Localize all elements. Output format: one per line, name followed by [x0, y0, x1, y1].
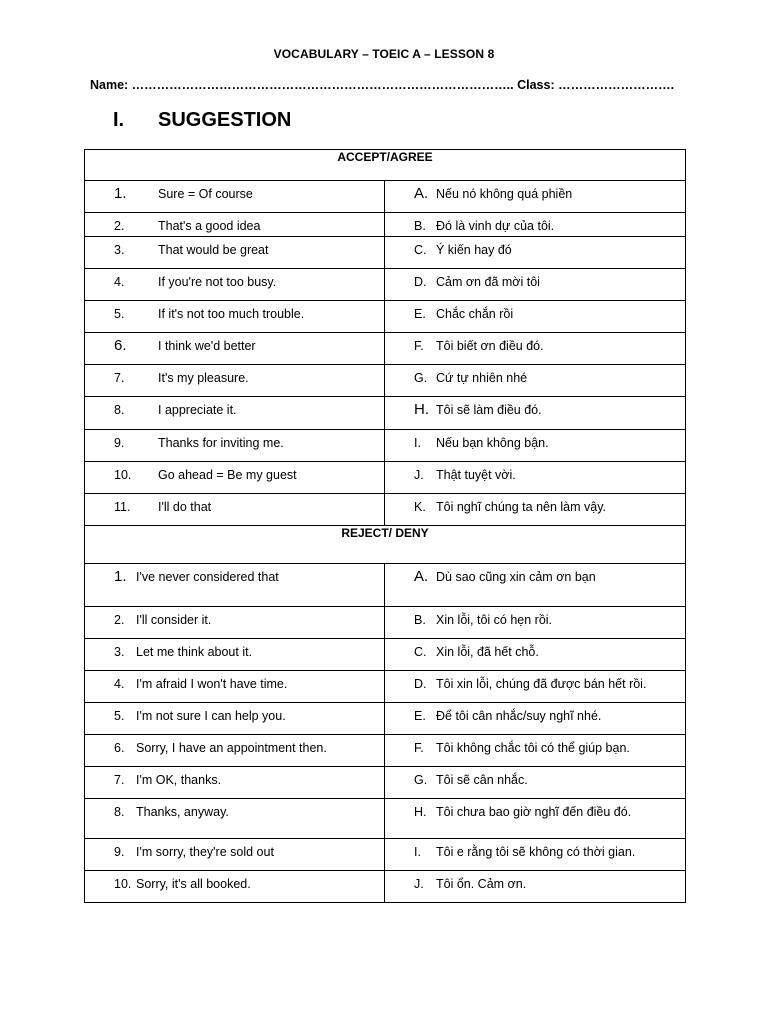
item-letter: J. — [414, 877, 424, 891]
item-letter: H. — [414, 805, 427, 819]
table-row — [85, 703, 686, 735]
table-row — [85, 564, 686, 607]
table-row — [85, 735, 686, 767]
english-phrase-cell — [85, 462, 385, 494]
english-phrase-cell — [85, 799, 385, 839]
item-number: 11. — [114, 500, 131, 514]
meaning-text: Tôi e rằng tôi sẽ không có thời gian. — [436, 845, 636, 859]
vietnamese-meaning-cell — [385, 494, 686, 526]
vietnamese-meaning-cell — [385, 735, 686, 767]
item-letter: B. — [414, 219, 426, 233]
english-phrase-cell — [85, 397, 385, 430]
name-class-line: Name: ……………………………………………………………………………….. Class: ………………………. — [90, 78, 675, 92]
item-number: 2. — [114, 613, 125, 627]
phrase-text: I'm afraid I won't have time. — [136, 677, 288, 691]
vietnamese-meaning-cell — [385, 564, 686, 607]
item-letter: H. — [414, 401, 429, 418]
meaning-text: Dù sao cũng xin cảm ơn bạn — [436, 570, 596, 584]
english-phrase-cell — [85, 767, 385, 799]
item-letter: I. — [414, 436, 421, 450]
meaning-text: Cứ tự nhiên nhé — [436, 371, 528, 385]
meaning-text: Thật tuyệt vời. — [436, 468, 516, 482]
vietnamese-meaning-cell — [385, 871, 686, 903]
english-phrase-cell — [85, 430, 385, 462]
vietnamese-meaning-cell — [385, 181, 686, 213]
meaning-text: Tôi xin lỗi, chúng đã được bán hết rồi. — [436, 677, 647, 691]
vietnamese-meaning-cell — [385, 839, 686, 871]
item-number: 5. — [114, 709, 125, 723]
group-header-cell: REJECT/ DENY — [85, 526, 686, 564]
phrase-text: If it's not too much trouble. — [158, 307, 305, 321]
item-letter: G. — [414, 371, 428, 385]
phrase-text: That's a good idea — [158, 219, 261, 233]
english-phrase-cell — [85, 333, 385, 365]
item-number: 6. — [114, 741, 125, 755]
vietnamese-meaning-cell — [385, 430, 686, 462]
item-number: 3. — [114, 243, 125, 257]
item-letter: E. — [414, 709, 426, 723]
item-letter: D. — [414, 275, 427, 289]
vocabulary-table — [84, 149, 686, 903]
group-header-cell: ACCEPT/AGREE — [85, 150, 686, 181]
document-title: VOCABULARY – TOEIC A – LESSON 8 — [273, 47, 495, 61]
meaning-text: Tôi sẽ làm điều đó. — [436, 403, 542, 417]
item-letter: K. — [414, 500, 426, 514]
item-number: 1. — [114, 185, 127, 202]
phrase-text: Sorry, it's all booked. — [136, 877, 251, 891]
table-row — [85, 301, 686, 333]
table-row — [85, 213, 686, 237]
meaning-text: Ý kiến hay đó — [436, 243, 512, 257]
meaning-text: Nếu bạn không bận. — [436, 436, 549, 450]
english-phrase-cell — [85, 564, 385, 607]
item-number: 4. — [114, 677, 125, 691]
phrase-text: Thanks for inviting me. — [158, 436, 284, 450]
section-title: SUGGESTION — [158, 109, 292, 131]
item-number: 10. — [114, 877, 132, 891]
english-phrase-cell — [85, 839, 385, 871]
item-number: 9. — [114, 845, 125, 859]
english-phrase-cell — [85, 237, 385, 269]
phrase-text: I appreciate it. — [158, 403, 237, 417]
vietnamese-meaning-cell — [385, 301, 686, 333]
english-phrase-cell — [85, 871, 385, 903]
meaning-text: Tôi nghĩ chúng ta nên làm vậy. — [436, 500, 607, 514]
item-number: 1. — [114, 568, 127, 585]
english-phrase-cell — [85, 213, 385, 237]
item-number: 6. — [114, 337, 127, 354]
meaning-text: Tôi biết ơn điều đó. — [436, 339, 544, 353]
phrase-text: That would be great — [158, 243, 269, 257]
meaning-text: Tôi không chắc tôi có thể giúp bạn. — [436, 741, 630, 755]
phrase-text: I've never considered that — [136, 570, 279, 584]
table-row — [85, 767, 686, 799]
vietnamese-meaning-cell — [385, 607, 686, 639]
table-row — [85, 639, 686, 671]
table-row — [85, 871, 686, 903]
meaning-text: Nếu nó không quá phiền — [436, 187, 573, 201]
english-phrase-cell — [85, 607, 385, 639]
english-phrase-cell — [85, 735, 385, 767]
phrase-text: It's my pleasure. — [158, 371, 249, 385]
english-phrase-cell — [85, 671, 385, 703]
table-row — [85, 237, 686, 269]
table-row — [85, 494, 686, 526]
phrase-text: I'll consider it. — [136, 613, 212, 627]
meaning-text: Tôi chưa bao giờ nghĩ đến điều đó. — [436, 805, 632, 819]
table-row — [85, 365, 686, 397]
vietnamese-meaning-cell — [385, 799, 686, 839]
item-letter: G. — [414, 773, 428, 787]
item-letter: E. — [414, 307, 426, 321]
item-number: 3. — [114, 645, 125, 659]
meaning-text: Tôi sẽ cân nhắc. — [436, 773, 528, 787]
item-number: 7. — [114, 371, 125, 385]
english-phrase-cell — [85, 639, 385, 671]
table-row — [85, 607, 686, 639]
meaning-text: Xin lỗi, tôi có hẹn rồi. — [436, 613, 553, 627]
table-row — [85, 671, 686, 703]
english-phrase-cell — [85, 703, 385, 735]
vietnamese-meaning-cell — [385, 671, 686, 703]
item-letter: F. — [414, 339, 424, 353]
item-number: 8. — [114, 805, 125, 819]
item-letter: C. — [414, 243, 427, 257]
vietnamese-meaning-cell — [385, 365, 686, 397]
item-letter: J. — [414, 468, 424, 482]
item-number: 10. — [114, 468, 132, 482]
vietnamese-meaning-cell — [385, 237, 686, 269]
english-phrase-cell — [85, 494, 385, 526]
item-letter: I. — [414, 845, 421, 859]
item-number: 5. — [114, 307, 125, 321]
phrase-text: I'll do that — [158, 500, 212, 514]
item-number: 9. — [114, 436, 125, 450]
table-row — [85, 462, 686, 494]
english-phrase-cell — [85, 301, 385, 333]
phrase-text: I'm OK, thanks. — [136, 773, 222, 787]
phrase-text: Sorry, I have an appointment then. — [136, 741, 327, 755]
item-letter: D. — [414, 677, 427, 691]
english-phrase-cell — [85, 365, 385, 397]
vietnamese-meaning-cell — [385, 269, 686, 301]
item-number: 4. — [114, 275, 125, 289]
english-phrase-cell — [85, 269, 385, 301]
table-row — [85, 181, 686, 213]
vietnamese-meaning-cell — [385, 462, 686, 494]
section-heading — [113, 109, 291, 132]
vietnamese-meaning-cell — [385, 639, 686, 671]
table-row — [85, 397, 686, 430]
meaning-text: Tôi ổn. Cảm ơn. — [436, 877, 527, 891]
item-number: 8. — [114, 403, 125, 417]
item-letter: F. — [414, 741, 424, 755]
item-letter: C. — [414, 645, 427, 659]
meaning-text: Xin lỗi, đã hết chỗ. — [436, 645, 539, 659]
accept-agree-header — [85, 150, 686, 181]
phrase-text: Thanks, anyway. — [136, 805, 229, 819]
table-row — [85, 430, 686, 462]
phrase-text: I think we'd better — [158, 339, 256, 353]
vietnamese-meaning-cell — [385, 333, 686, 365]
item-letter: B. — [414, 613, 426, 627]
table-row — [85, 799, 686, 839]
vietnamese-meaning-cell — [385, 397, 686, 430]
item-letter: A. — [414, 568, 429, 585]
vietnamese-meaning-cell — [385, 213, 686, 237]
item-letter: A. — [414, 185, 429, 202]
english-phrase-cell — [85, 181, 385, 213]
table-row — [85, 839, 686, 871]
meaning-text: Cảm ơn đã mời tôi — [436, 275, 540, 289]
vietnamese-meaning-cell — [385, 703, 686, 735]
reject-deny-header — [85, 526, 686, 564]
item-number: 2. — [114, 219, 125, 233]
phrase-text: Go ahead = Be my guest — [158, 468, 297, 482]
vietnamese-meaning-cell — [385, 767, 686, 799]
phrase-text: Let me think about it. — [136, 645, 253, 659]
phrase-text: Sure = Of course — [158, 187, 253, 201]
phrase-text: I'm sorry, they're sold out — [136, 845, 274, 859]
meaning-text: Đó là vinh dự của tôi. — [436, 219, 555, 233]
meaning-text: Để tôi cân nhắc/suy nghĩ nhé. — [436, 709, 602, 723]
phrase-text: If you're not too busy. — [158, 275, 277, 289]
table-row — [85, 269, 686, 301]
table-row — [85, 333, 686, 365]
section-number: I. — [113, 109, 125, 131]
meaning-text: Chắc chắn rồi — [436, 307, 514, 321]
item-number: 7. — [114, 773, 125, 787]
phrase-text: I'm not sure I can help you. — [136, 709, 286, 723]
